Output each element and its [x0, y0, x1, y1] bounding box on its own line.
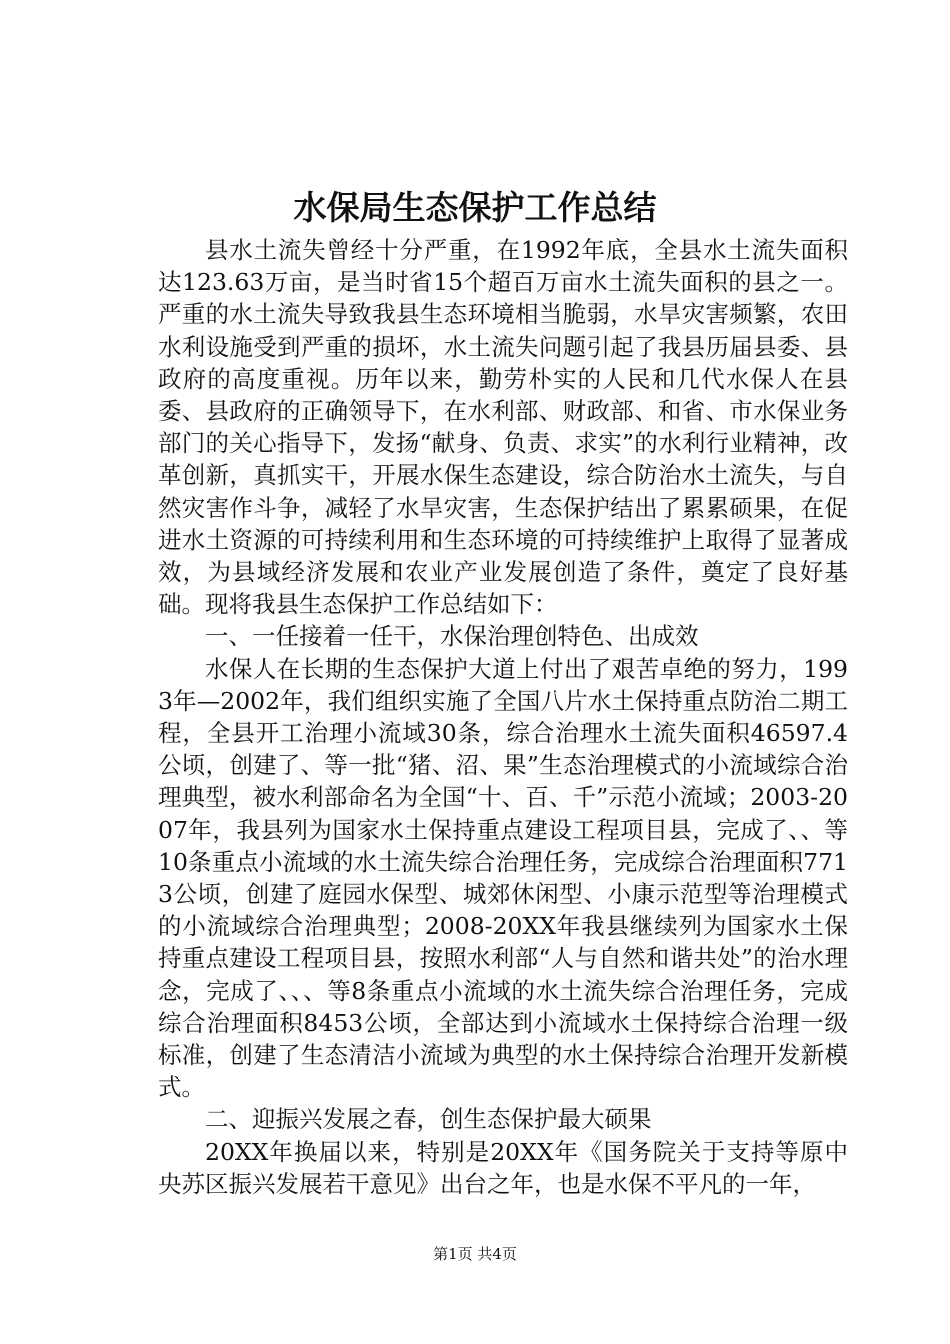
page-footer: 第1页 共4页: [433, 1245, 517, 1263]
section-heading-2: 二、迎振兴发展之春，创生态保护最大硕果: [205, 1105, 652, 1134]
paragraph-intro: 县水土流失曾经十分严重，在1992年底，全县水土流失面积达123.63万亩，是当时省15个超百万亩水土流失面积的县之一。严重的水土流失导致我县生态环境相当脆弱，水旱灾害频繁，农田水利设施受到严重的损坏，水土流失问题引起了我县历届县委、县政府的高度重视。历年以来，勤劳朴实的人民和几代水保人在县委、县政府的正确领导下，在水利部、财政部、和省、市水保业务部门的关心指导下，发扬“献身、负责、求实”的水利行业精神，改革创新，真抓实干，开展水保生态建设，综合防治水土流失，与自然灾害作斗争，减轻了水旱灾害，生态保护结出了累累硕果，在促进水土资源的可持续利用和生态环境的可持续维护上取得了显著成效，为县域经济发展和农业产业发展创造了条件，奠定了良好基础。现将我县生态保护工作总结如下：: [158, 236, 848, 619]
paragraph-section-2: 20XX年换届以来，特别是20XX年《国务院关于支持等原中央苏区振兴发展若干意见》出台之年，也是水保不平凡的一年，: [158, 1137, 848, 1198]
paragraph-section-1: 水保人在长期的生态保护大道上付出了艰苦卓绝的努力，1993年—2002年，我们组织实施了全国八片水土保持重点防治二期工程，全县开工治理小流域30条，综合治理水土流失面积46597.4公顷，创建了、等一批“猪、沼、果”生态治理模式的小流域综合治理典型，被水利部命名为全国“十、百、千”示范小流域；2003-2007年，我县列为国家水土保持重点建设工程项目县，完成了、、等10条重点小流域的水土流失综合治理任务，完成综合治理面积7713公顷，创建了庭园水保型、城郊休闲型、小康示范型等治理模式的小流域综合治理典型；2008-20XX年我县继续列为国家水土保持重点建设工程项目县，按照水利部“人与自然和谐共处”的治水理念，完成了、、、等8条重点小流域的水土流失综合治理任务，完成综合治理面积8453公顷，全部达到小流域水土保持综合治理一级标准，创建了生态清洁小流域为典型的水土保持综合治理开发新模式。: [158, 654, 848, 1102]
document-body: [158, 234, 848, 1200]
document-title: 水保局生态保护工作总结: [293, 188, 657, 227]
section-heading-1: 一、一任接着一任干，水保治理创特色、出成效: [205, 622, 699, 651]
